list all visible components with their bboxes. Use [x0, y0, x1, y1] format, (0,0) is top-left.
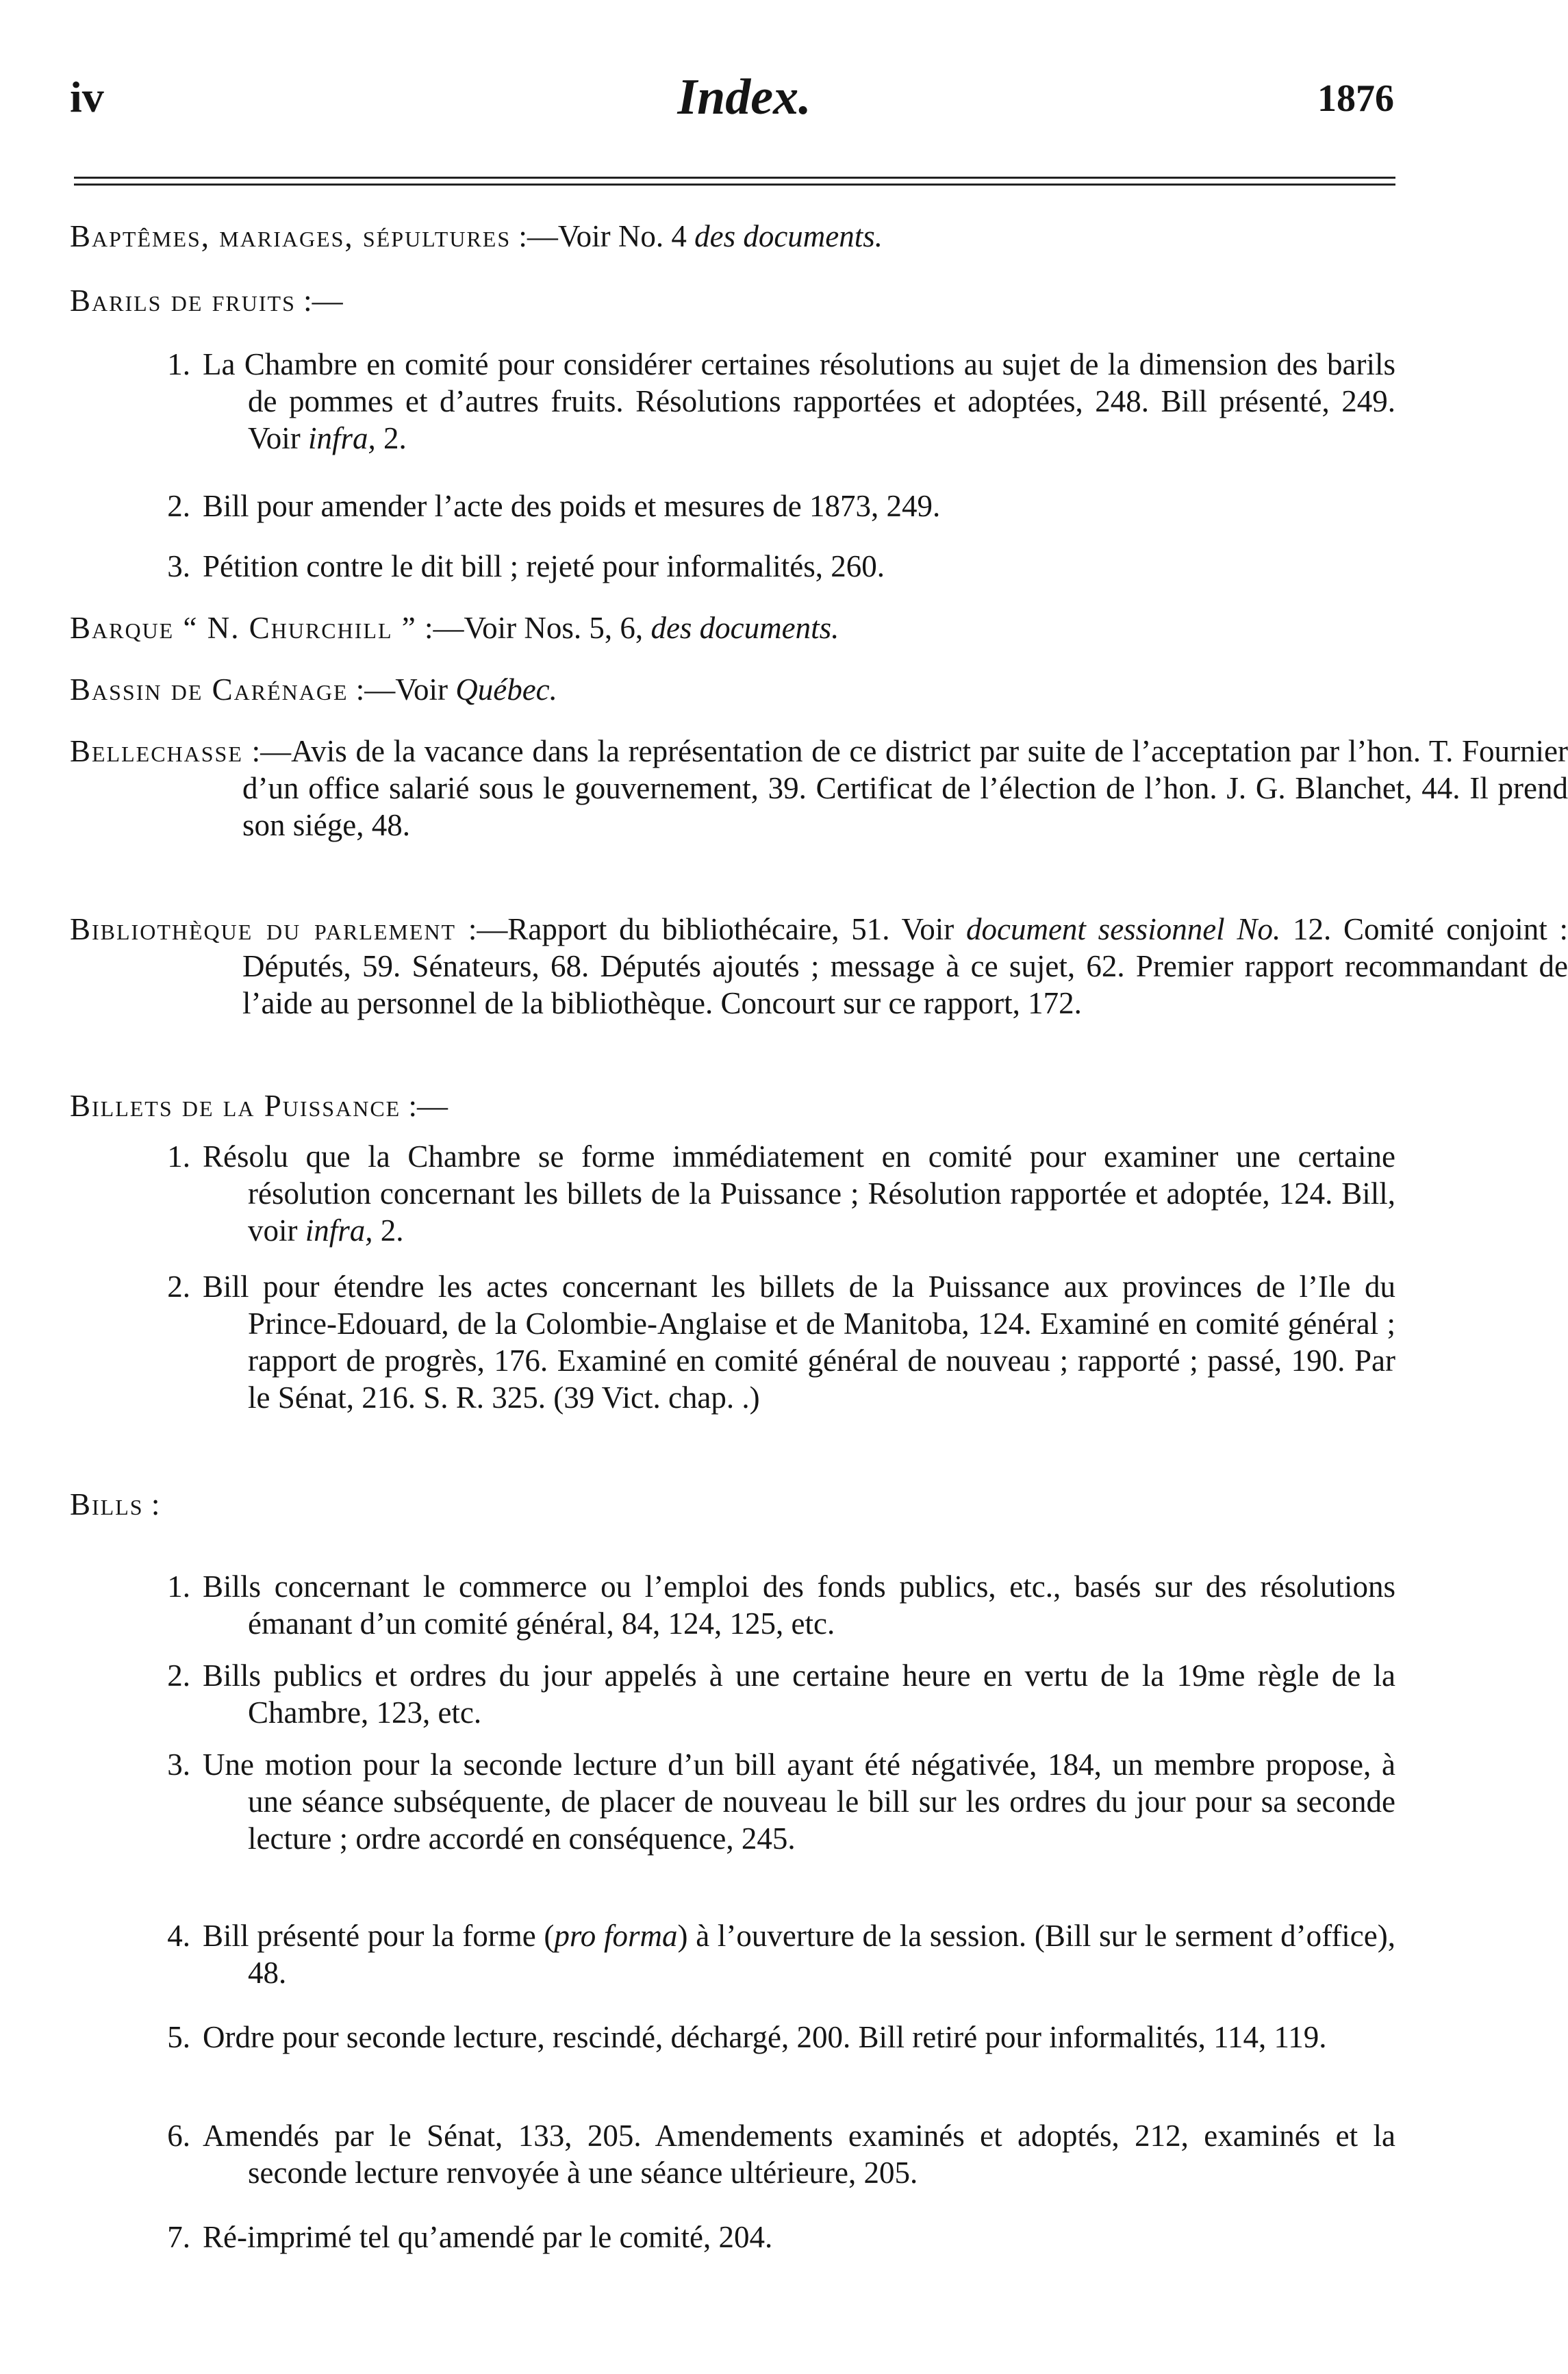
list-item [152, 1917, 1395, 1991]
item-tail: 2. [375, 421, 407, 455]
list-item [152, 1138, 1395, 1249]
item-text: Bill pour étendre les actes concernant les billets de la Puissance aux provinces de l’Ile du Prince-Edouard, de la Colombie-Anglaise et de Manitoba, 124. Examiné en comité général ; rapport de progrès, 176. Examiné en comité général de nouveau ; rapporté ; passé, 190. Par le Sénat, 216. S. R. 325. (39 Vict. chap. .) [203, 1270, 1395, 1415]
item-number: 3. [167, 549, 190, 583]
entry-bills [70, 1486, 1395, 1523]
item-number: 4. [167, 1919, 190, 1953]
entry-separator: :— [416, 611, 464, 645]
item-text: Bill présenté pour la forme ( [203, 1919, 555, 1953]
entry-text: Voir [395, 672, 456, 707]
list-item [152, 2019, 1395, 2056]
entry-barils [70, 282, 1395, 319]
item-reference: infra, [307, 421, 376, 455]
item-text: Bills concernant le commerce ou l’emploi des fonds publics, etc., basés sur des résolutions émanant d’un comité général, 84, 124, 125, etc. [203, 1569, 1395, 1641]
item-tail: ) à l’ouverture de la session. (Bill sur le serment d’office), 48. [248, 1919, 1395, 1990]
entry-text: Rapport du bibliothécaire, 51. Voir [507, 912, 966, 946]
entry-heading: Barils de fruits [70, 283, 296, 318]
list-item [152, 1568, 1395, 1642]
item-number: 2. [167, 1270, 190, 1304]
item-text: Bills publics et ordres du jour appelés à une certaine heure en vertu de la 19me règle de la Chambre, 123, etc. [203, 1658, 1395, 1730]
item-reference: infra, [305, 1213, 373, 1248]
list-item [152, 548, 1395, 585]
page-number: iv [70, 73, 104, 121]
entry-heading: Bellechasse [70, 734, 243, 768]
list-item [152, 488, 1395, 525]
entry-heading: Bills [70, 1487, 144, 1521]
entry-separator: :— [295, 283, 343, 318]
entry-heading: Bibliothèque du parlement [70, 912, 457, 946]
list-item [152, 346, 1395, 457]
entry-billets [70, 1087, 1395, 1124]
entry-separator: :— [348, 672, 396, 707]
item-number: 3. [167, 1747, 190, 1782]
item-number: 5. [167, 2020, 190, 2054]
entry-heading: Billets de la Puissance [70, 1089, 401, 1123]
entry-baptemes [70, 218, 1395, 255]
item-reference: pro forma [554, 1919, 678, 1953]
entry-bellechasse [70, 733, 1568, 844]
item-text: Une motion pour la seconde lecture d’un bill ayant été négativée, 184, un membre propose, à une séance subséquente, de placer de nouveau le bill sur les ordres du jour pour sa seconde lecture ; ordre accordé en conséquence, 245. [203, 1747, 1395, 1856]
year-label: 1876 [1317, 77, 1394, 120]
entry-text: Avis de la vacance dans la représentation de ce district par suite de l’acceptation par l’hon. T. Fournier d’un office salarié sous le gouvernement, 39. Certificat de l’élection de l’hon. J. G. Blanchet, 44. Il prend son siége, 48. [242, 734, 1568, 842]
header-rule-bottom [74, 184, 1395, 186]
entry-separator: :— [401, 1089, 448, 1123]
entry-heading: Barque “ N. Churchill ” [70, 611, 417, 645]
list-item [152, 1268, 1395, 1416]
item-number: 1. [167, 1139, 190, 1174]
list-item [152, 1657, 1395, 1731]
entry-text: Voir No. 4 [557, 219, 695, 253]
entry-reference: Québec. [455, 672, 557, 707]
entry-reference: document sessionnel No. [965, 912, 1281, 946]
item-text: Amendés par le Sénat, 133, 205. Amendements examinés et adoptés, 212, examinés et la seconde lecture renvoyée à une séance ultérieure, 205. [203, 2119, 1395, 2190]
item-number: 1. [167, 347, 190, 381]
list-item [152, 2117, 1395, 2191]
entry-separator: :— [456, 912, 508, 946]
entry-separator: :— [242, 734, 292, 768]
item-text: La Chambre en comité pour considérer certaines résolutions au sujet de la dimension des barils de pommes et d’autres fruits. Résolutions rapportées et adoptées, 248. Bill présenté, 249. Voir [203, 347, 1395, 455]
item-number: 2. [167, 1658, 190, 1693]
page-title: Index. [677, 69, 811, 125]
entry-separator: : [143, 1487, 160, 1521]
entry-reference: des documents. [650, 611, 839, 645]
entry-heading: Bassin de Carénage [70, 672, 349, 707]
list-item [152, 1746, 1395, 1857]
entry-barque [70, 609, 1395, 646]
item-text: Pétition contre le dit bill ; rejeté pour informalités, 260. [203, 549, 885, 583]
entry-bibliotheque [70, 911, 1568, 1022]
entry-heading: Baptêmes, mariages, sépultures [70, 219, 511, 253]
entry-reference: des documents. [694, 219, 883, 253]
entry-text-continued: 12. Comité conjoint : Députés, 59. Sénateurs, 68. Députés ajoutés ; message à ce sujet, 62. Premier rapport recommandant de l’aide au personnel de la bibliothèque. Concourt sur ce rapport, 172. [242, 912, 1568, 1020]
item-text: Ré-imprimé tel qu’amendé par le comité, 204. [203, 2220, 773, 2254]
header-rule-top [74, 177, 1395, 179]
entry-bassin [70, 671, 1395, 708]
entry-text: Voir Nos. 5, 6, [464, 611, 651, 645]
list-item [152, 2219, 1395, 2256]
item-text: Bill pour amender l’acte des poids et mesures de 1873, 249. [203, 489, 941, 523]
item-text: Ordre pour seconde lecture, rescindé, déchargé, 200. Bill retiré pour informalités, 114, 119. [203, 2020, 1327, 2054]
item-number: 7. [167, 2220, 190, 2254]
item-number: 1. [167, 1569, 190, 1604]
item-text: Résolu que la Chambre se forme immédiatement en comité pour examiner une certaine résolution concernant les billets de la Puissance ; Résolution rapportée et adoptée, 124. Bill, voir [203, 1139, 1395, 1248]
item-number: 6. [167, 2119, 190, 2153]
entry-separator: :— [511, 219, 558, 253]
item-number: 2. [167, 489, 190, 523]
item-tail: 2. [372, 1213, 404, 1248]
